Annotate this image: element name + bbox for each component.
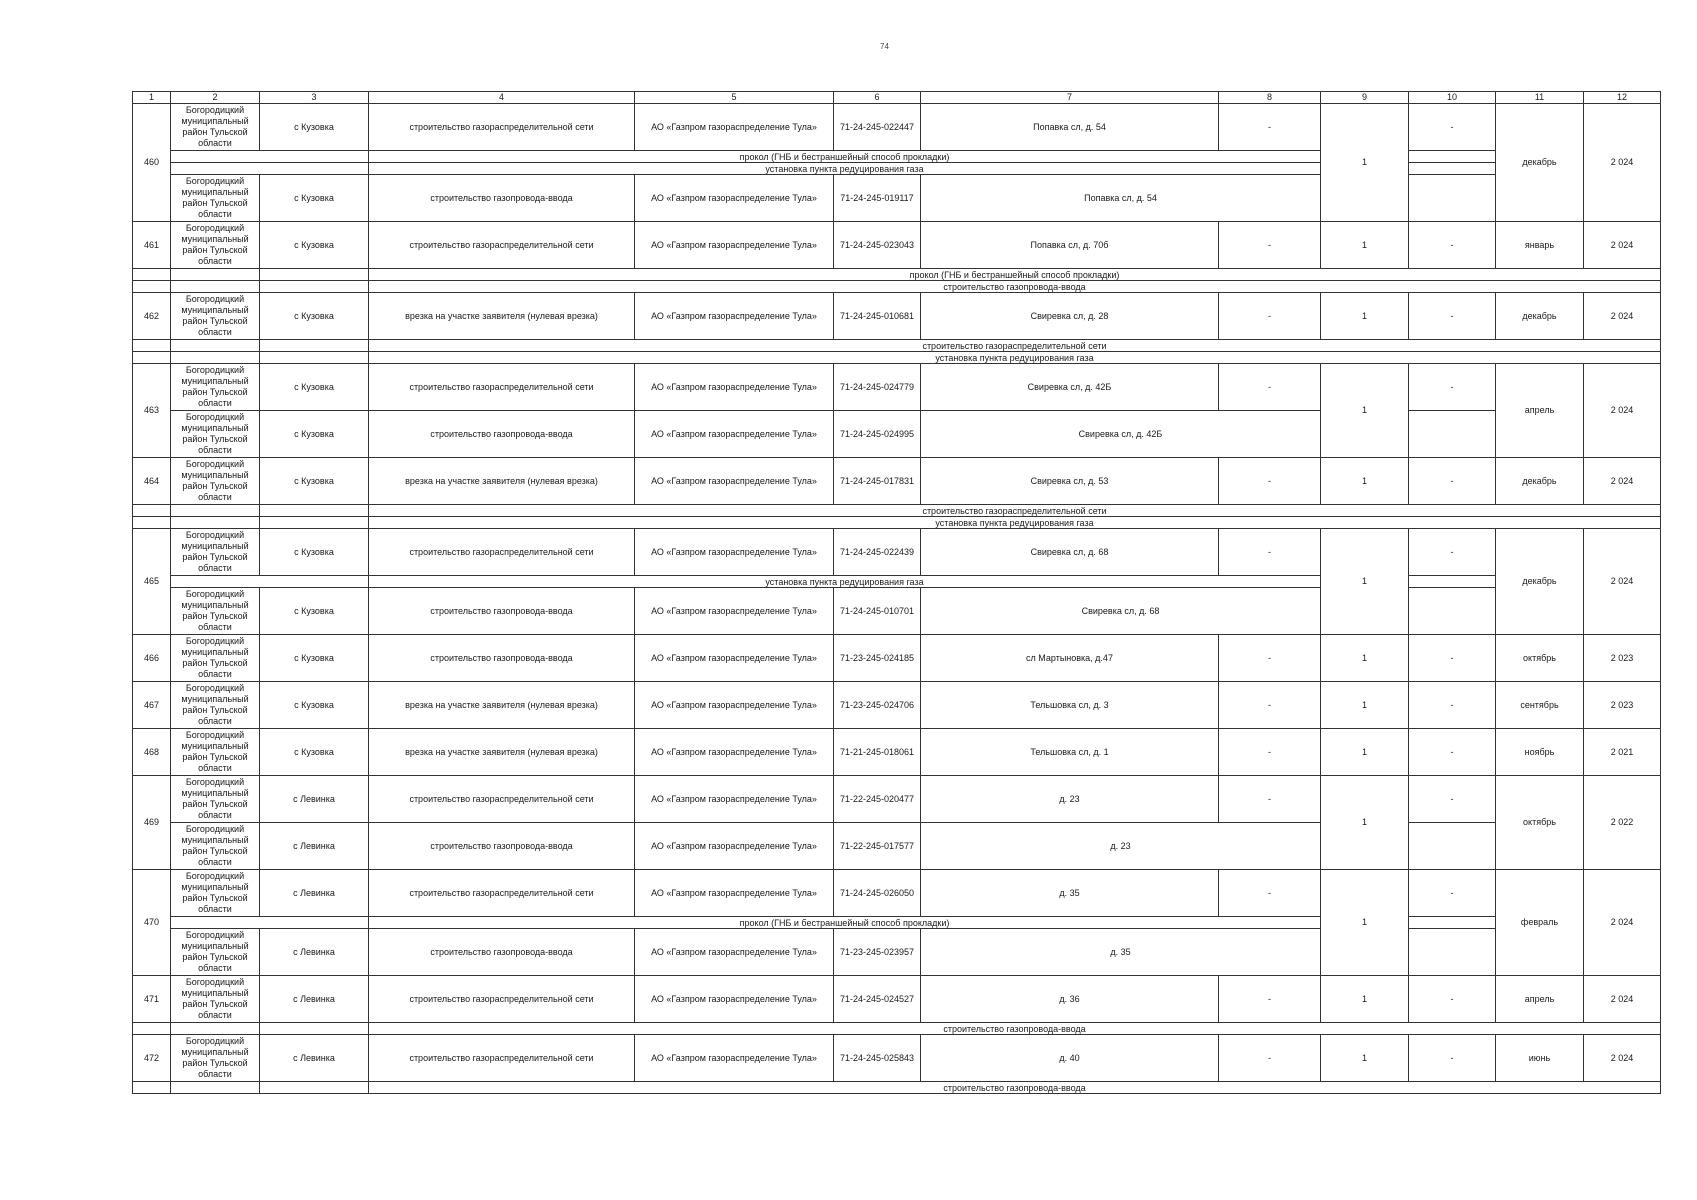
table-cell: Богородицкий муниципальный район Тульской области	[171, 293, 260, 340]
table-cell: с Кузовка	[260, 364, 369, 411]
table-cell: строительство газопровода-ввода	[369, 175, 635, 222]
table-cell	[171, 505, 260, 517]
sub-work-row	[133, 151, 1661, 163]
table-cell: 71-24-245-019117	[834, 175, 921, 222]
table-cell: 71-24-245-017831	[834, 458, 921, 505]
table-row	[133, 729, 1661, 776]
table-row	[133, 823, 1661, 870]
table-cell: 71-22-245-020477	[834, 776, 921, 823]
gas-connection-table	[132, 91, 1661, 1094]
table-cell: Свиревка сл, д. 28	[921, 293, 1219, 340]
table-cell: -	[1219, 222, 1321, 269]
table-cell: Богородицкий муниципальный район Тульской области	[171, 175, 260, 222]
table-cell: с Левинка	[260, 776, 369, 823]
table-cell: 469	[133, 776, 171, 870]
table-cell: -	[1409, 364, 1496, 411]
table-cell	[171, 269, 260, 281]
table-cell	[171, 163, 369, 175]
table-cell: 466	[133, 635, 171, 682]
table-cell	[171, 151, 369, 163]
column-number-header: 6	[834, 92, 921, 104]
table-cell: строительство газопровода-ввода	[369, 588, 635, 635]
table-cell: -	[1409, 776, 1496, 823]
table-cell: установка пункта редуцирования газа	[369, 352, 1661, 364]
header-row	[133, 92, 1661, 104]
table-cell: -	[1409, 682, 1496, 729]
table-cell: Свиревка сл, д. 68	[921, 529, 1219, 576]
table-cell: 71-24-245-010681	[834, 293, 921, 340]
table-cell: -	[1219, 364, 1321, 411]
sub-work-row	[133, 163, 1661, 175]
table-cell: АО «Газпром газораспределение Тула»	[635, 635, 834, 682]
column-number-header: 3	[260, 92, 369, 104]
table-cell: прокол (ГНБ и бестраншейный способ прокладки)	[369, 151, 1321, 163]
table-cell: д. 23	[921, 776, 1219, 823]
table-row	[133, 529, 1661, 576]
table-cell: -	[1219, 458, 1321, 505]
table-cell: АО «Газпром газораспределение Тула»	[635, 929, 834, 976]
table-cell: с Левинка	[260, 823, 369, 870]
table-cell: 1	[1321, 870, 1409, 976]
table-cell: прокол (ГНБ и бестраншейный способ прокладки)	[369, 269, 1661, 281]
table-row	[133, 776, 1661, 823]
table-cell: установка пункта редуцирования газа	[369, 163, 1321, 175]
table-cell: 1	[1321, 222, 1409, 269]
table-cell: 1	[1321, 529, 1409, 635]
table-cell: 461	[133, 222, 171, 269]
table-cell: АО «Газпром газораспределение Тула»	[635, 529, 834, 576]
table-cell: 462	[133, 293, 171, 340]
table-row	[133, 635, 1661, 682]
table-cell: -	[1409, 976, 1496, 1023]
table-cell: врезка на участке заявителя (нулевая врезка)	[369, 293, 635, 340]
table-cell: врезка на участке заявителя (нулевая врезка)	[369, 458, 635, 505]
table-cell: 71-24-245-010701	[834, 588, 921, 635]
sub-work-row	[133, 1023, 1661, 1035]
table-cell: 2 024	[1584, 104, 1661, 222]
table-cell	[171, 352, 260, 364]
table-cell	[260, 1023, 369, 1035]
table-cell: 463	[133, 364, 171, 458]
table-cell	[133, 1023, 171, 1035]
table-cell: АО «Газпром газораспределение Тула»	[635, 175, 834, 222]
table-cell: Богородицкий муниципальный район Тульской области	[171, 364, 260, 411]
table-cell	[133, 340, 171, 352]
table-cell: с Левинка	[260, 870, 369, 917]
table-cell: 2 024	[1584, 458, 1661, 505]
table-cell: строительство газораспределительной сети	[369, 529, 635, 576]
table-row	[133, 411, 1661, 458]
table-row	[133, 104, 1661, 151]
table-cell: Богородицкий муниципальный район Тульской области	[171, 729, 260, 776]
table-cell	[133, 352, 171, 364]
table-cell: АО «Газпром газораспределение Тула»	[635, 729, 834, 776]
table-cell: д. 35	[921, 929, 1321, 976]
table-cell: строительство газораспределительной сети	[369, 976, 635, 1023]
table-cell: строительство газораспределительной сети	[369, 1035, 635, 1082]
table-cell: октябрь	[1496, 635, 1584, 682]
table-cell: Свиревка сл, д. 53	[921, 458, 1219, 505]
table-row	[133, 870, 1661, 917]
sub-work-row	[133, 505, 1661, 517]
table-cell: -	[1219, 104, 1321, 151]
table-cell: с Кузовка	[260, 222, 369, 269]
table-cell: строительство газораспределительной сети	[369, 505, 1661, 517]
table-cell: 1	[1321, 1035, 1409, 1082]
column-number-header: 7	[921, 92, 1219, 104]
table-cell: 2 022	[1584, 776, 1661, 870]
sub-work-row	[133, 917, 1661, 929]
table-cell: АО «Газпром газораспределение Тула»	[635, 104, 834, 151]
table-cell: 71-24-245-024527	[834, 976, 921, 1023]
table-cell	[260, 517, 369, 529]
table-cell: 2 024	[1584, 1035, 1661, 1082]
table-cell: июнь	[1496, 1035, 1584, 1082]
table-cell: 2 024	[1584, 222, 1661, 269]
sub-work-row	[133, 1082, 1661, 1094]
table-cell: 1	[1321, 635, 1409, 682]
table-cell: декабрь	[1496, 458, 1584, 505]
table-cell: 71-24-245-022439	[834, 529, 921, 576]
table-cell: АО «Газпром газораспределение Тула»	[635, 293, 834, 340]
table-cell: 71-24-245-026050	[834, 870, 921, 917]
table-cell: Богородицкий муниципальный район Тульской области	[171, 682, 260, 729]
table-cell: 71-24-245-022447	[834, 104, 921, 151]
table-cell: -	[1409, 729, 1496, 776]
table-cell: установка пункта редуцирования газа	[369, 576, 1321, 588]
table-cell: 2 024	[1584, 293, 1661, 340]
table-cell: 1	[1321, 976, 1409, 1023]
table-cell: Богородицкий муниципальный район Тульской области	[171, 976, 260, 1023]
table-cell: 2 024	[1584, 364, 1661, 458]
table-cell: 2 024	[1584, 976, 1661, 1023]
table-cell: с Кузовка	[260, 458, 369, 505]
table-cell: АО «Газпром газораспределение Тула»	[635, 776, 834, 823]
table-cell: 1	[1321, 364, 1409, 458]
table-cell: 467	[133, 682, 171, 729]
column-number-header: 1	[133, 92, 171, 104]
table-cell	[171, 1082, 260, 1094]
table-cell: строительство газораспределительной сети	[369, 870, 635, 917]
table-cell: 2 024	[1584, 529, 1661, 635]
table-cell	[1409, 823, 1496, 870]
table-cell: -	[1219, 293, 1321, 340]
table-cell	[171, 576, 369, 588]
table-cell: Богородицкий муниципальный район Тульской области	[171, 776, 260, 823]
table-cell: с Левинка	[260, 929, 369, 976]
table-row	[133, 1035, 1661, 1082]
table-cell: врезка на участке заявителя (нулевая врезка)	[369, 729, 635, 776]
table-cell: с Кузовка	[260, 529, 369, 576]
table-cell	[133, 517, 171, 529]
table-cell: строительство газопровода-ввода	[369, 823, 635, 870]
table-row	[133, 976, 1661, 1023]
table-cell: с Кузовка	[260, 682, 369, 729]
table-cell	[133, 269, 171, 281]
column-number-header: 8	[1219, 92, 1321, 104]
table-cell: Тельшовка сл, д. 3	[921, 682, 1219, 729]
table-cell: строительство газопровода-ввода	[369, 411, 635, 458]
table-cell: Богородицкий муниципальный район Тульской области	[171, 222, 260, 269]
table-cell: 71-23-245-024706	[834, 682, 921, 729]
table-cell: Богородицкий муниципальный район Тульской области	[171, 1035, 260, 1082]
table-cell: строительство газораспределительной сети	[369, 104, 635, 151]
table-cell: 1	[1321, 682, 1409, 729]
table-cell: 464	[133, 458, 171, 505]
table-cell: АО «Газпром газораспределение Тула»	[635, 870, 834, 917]
table-cell: 71-24-245-023043	[834, 222, 921, 269]
table-cell	[260, 269, 369, 281]
column-number-header: 11	[1496, 92, 1584, 104]
table-cell: Богородицкий муниципальный район Тульской области	[171, 823, 260, 870]
table-cell	[1409, 175, 1496, 222]
table-cell: -	[1409, 458, 1496, 505]
sub-work-row	[133, 576, 1661, 588]
table-row	[133, 682, 1661, 729]
table-cell: 71-24-245-024995	[834, 411, 921, 458]
table-cell: 2 023	[1584, 635, 1661, 682]
table-cell: АО «Газпром газораспределение Тула»	[635, 976, 834, 1023]
table-cell: с Левинка	[260, 976, 369, 1023]
table-cell	[171, 917, 369, 929]
table-cell: декабрь	[1496, 529, 1584, 635]
column-number-header: 4	[369, 92, 635, 104]
table-cell	[171, 281, 260, 293]
table-cell	[1409, 929, 1496, 976]
table-cell: АО «Газпром газораспределение Тула»	[635, 411, 834, 458]
table-cell: строительство газораспределительной сети	[369, 364, 635, 411]
table-cell: с Кузовка	[260, 411, 369, 458]
table-cell: Попавка сл, д. 54	[921, 104, 1219, 151]
table-cell: Богородицкий муниципальный район Тульской области	[171, 929, 260, 976]
table-cell: сентябрь	[1496, 682, 1584, 729]
table-cell: 71-22-245-017577	[834, 823, 921, 870]
table-cell: 71-24-245-024779	[834, 364, 921, 411]
table-cell	[260, 352, 369, 364]
table-cell: с Кузовка	[260, 729, 369, 776]
table-cell: 465	[133, 529, 171, 635]
register-sheet	[132, 91, 1660, 1094]
table-cell: октябрь	[1496, 776, 1584, 870]
table-cell: -	[1219, 1035, 1321, 1082]
table-cell	[171, 517, 260, 529]
table-cell: апрель	[1496, 976, 1584, 1023]
table-cell: 1	[1321, 729, 1409, 776]
table-cell: 1	[1321, 776, 1409, 870]
table-cell: Богородицкий муниципальный район Тульской области	[171, 870, 260, 917]
table-cell: декабрь	[1496, 104, 1584, 222]
table-cell	[1409, 411, 1496, 458]
sub-work-row	[133, 517, 1661, 529]
table-cell: 1	[1321, 458, 1409, 505]
table-cell: -	[1219, 529, 1321, 576]
table-row	[133, 222, 1661, 269]
table-cell: д. 35	[921, 870, 1219, 917]
table-cell: 71-21-245-018061	[834, 729, 921, 776]
table-cell: Свиревка сл, д. 42Б	[921, 364, 1219, 411]
table-cell: АО «Газпром газораспределение Тула»	[635, 458, 834, 505]
table-cell: -	[1219, 976, 1321, 1023]
table-cell: прокол (ГНБ и бестраншейный способ прокладки)	[369, 917, 1321, 929]
table-cell: 1	[1321, 293, 1409, 340]
table-cell: АО «Газпром газораспределение Тула»	[635, 1035, 834, 1082]
table-cell: строительство газораспределительной сети	[369, 222, 635, 269]
table-cell: строительство газопровода-ввода	[369, 1082, 1661, 1094]
table-cell: -	[1409, 104, 1496, 151]
table-cell: установка пункта редуцирования газа	[369, 517, 1661, 529]
table-cell	[260, 340, 369, 352]
table-cell: с Кузовка	[260, 293, 369, 340]
table-cell	[1409, 163, 1496, 175]
table-cell: -	[1409, 635, 1496, 682]
sub-work-row	[133, 352, 1661, 364]
table-cell: строительство газопровода-ввода	[369, 929, 635, 976]
table-cell: декабрь	[1496, 293, 1584, 340]
table-cell: -	[1409, 222, 1496, 269]
table-cell: АО «Газпром газораспределение Тула»	[635, 588, 834, 635]
table-cell: -	[1219, 729, 1321, 776]
table-cell: с Кузовка	[260, 588, 369, 635]
table-cell: Тельшовка сл, д. 1	[921, 729, 1219, 776]
column-number-header: 2	[171, 92, 260, 104]
table-cell: 2 024	[1584, 870, 1661, 976]
table-cell: Богородицкий муниципальный район Тульской области	[171, 635, 260, 682]
table-cell: строительство газопровода-ввода	[369, 281, 1661, 293]
table-cell: Богородицкий муниципальный район Тульской области	[171, 411, 260, 458]
table-cell	[260, 505, 369, 517]
column-number-header: 12	[1584, 92, 1661, 104]
table-row	[133, 929, 1661, 976]
table-cell: строительство газораспределительной сети	[369, 340, 1661, 352]
table-cell: 472	[133, 1035, 171, 1082]
table-cell	[133, 1082, 171, 1094]
table-cell: сл Мартыновка, д.47	[921, 635, 1219, 682]
page-number: 74	[880, 42, 889, 51]
table-cell: -	[1219, 682, 1321, 729]
table-cell	[1409, 917, 1496, 929]
table-cell: д. 40	[921, 1035, 1219, 1082]
table-cell: Попавка сл, д. 54	[921, 175, 1321, 222]
sub-work-row	[133, 281, 1661, 293]
table-cell	[1409, 576, 1496, 588]
table-row	[133, 588, 1661, 635]
table-cell: -	[1219, 870, 1321, 917]
table-cell: -	[1219, 776, 1321, 823]
table-cell: АО «Газпром газораспределение Тула»	[635, 364, 834, 411]
table-cell: -	[1409, 1035, 1496, 1082]
sub-work-row	[133, 340, 1661, 352]
table-cell: с Кузовка	[260, 635, 369, 682]
table-cell: с Кузовка	[260, 104, 369, 151]
table-cell	[260, 281, 369, 293]
table-cell: с Левинка	[260, 1035, 369, 1082]
table-cell: д. 23	[921, 823, 1321, 870]
table-row	[133, 364, 1661, 411]
table-cell: 460	[133, 104, 171, 222]
table-cell: 71-24-245-025843	[834, 1035, 921, 1082]
table-cell: 2 021	[1584, 729, 1661, 776]
table-cell: январь	[1496, 222, 1584, 269]
table-cell: Богородицкий муниципальный район Тульской области	[171, 104, 260, 151]
table-cell	[171, 340, 260, 352]
table-cell: Попавка сл, д. 70б	[921, 222, 1219, 269]
column-number-header: 10	[1409, 92, 1496, 104]
table-cell	[1409, 588, 1496, 635]
table-cell: апрель	[1496, 364, 1584, 458]
table-cell: Свиревка сл, д. 42Б	[921, 411, 1321, 458]
table-cell: строительство газопровода-ввода	[369, 1023, 1661, 1035]
table-cell: -	[1409, 293, 1496, 340]
table-cell: -	[1409, 870, 1496, 917]
table-cell: д. 36	[921, 976, 1219, 1023]
table-body	[133, 92, 1661, 1094]
table-cell: 468	[133, 729, 171, 776]
table-cell: строительство газораспределительной сети	[369, 776, 635, 823]
table-cell: -	[1219, 635, 1321, 682]
table-cell	[133, 281, 171, 293]
table-cell	[1409, 151, 1496, 163]
table-cell: 1	[1321, 104, 1409, 222]
table-row	[133, 293, 1661, 340]
column-number-header: 9	[1321, 92, 1409, 104]
table-cell: 471	[133, 976, 171, 1023]
table-cell	[171, 1023, 260, 1035]
table-cell: 71-23-245-024185	[834, 635, 921, 682]
table-cell: строительство газопровода-ввода	[369, 635, 635, 682]
table-cell: февраль	[1496, 870, 1584, 976]
table-cell: Богородицкий муниципальный район Тульской области	[171, 588, 260, 635]
table-row	[133, 175, 1661, 222]
table-cell: 71-23-245-023957	[834, 929, 921, 976]
table-cell: АО «Газпром газораспределение Тула»	[635, 222, 834, 269]
table-cell: Свиревка сл, д. 68	[921, 588, 1321, 635]
table-cell: -	[1409, 529, 1496, 576]
table-cell: с Кузовка	[260, 175, 369, 222]
table-cell	[260, 1082, 369, 1094]
table-cell: 2 023	[1584, 682, 1661, 729]
table-cell: врезка на участке заявителя (нулевая врезка)	[369, 682, 635, 729]
table-cell: АО «Газпром газораспределение Тула»	[635, 682, 834, 729]
table-cell	[133, 505, 171, 517]
column-number-header: 5	[635, 92, 834, 104]
table-cell: АО «Газпром газораспределение Тула»	[635, 823, 834, 870]
sub-work-row	[133, 269, 1661, 281]
table-row	[133, 458, 1661, 505]
table-cell: ноябрь	[1496, 729, 1584, 776]
table-cell: Богородицкий муниципальный район Тульской области	[171, 458, 260, 505]
table-cell: 470	[133, 870, 171, 976]
table-cell: Богородицкий муниципальный район Тульской области	[171, 529, 260, 576]
